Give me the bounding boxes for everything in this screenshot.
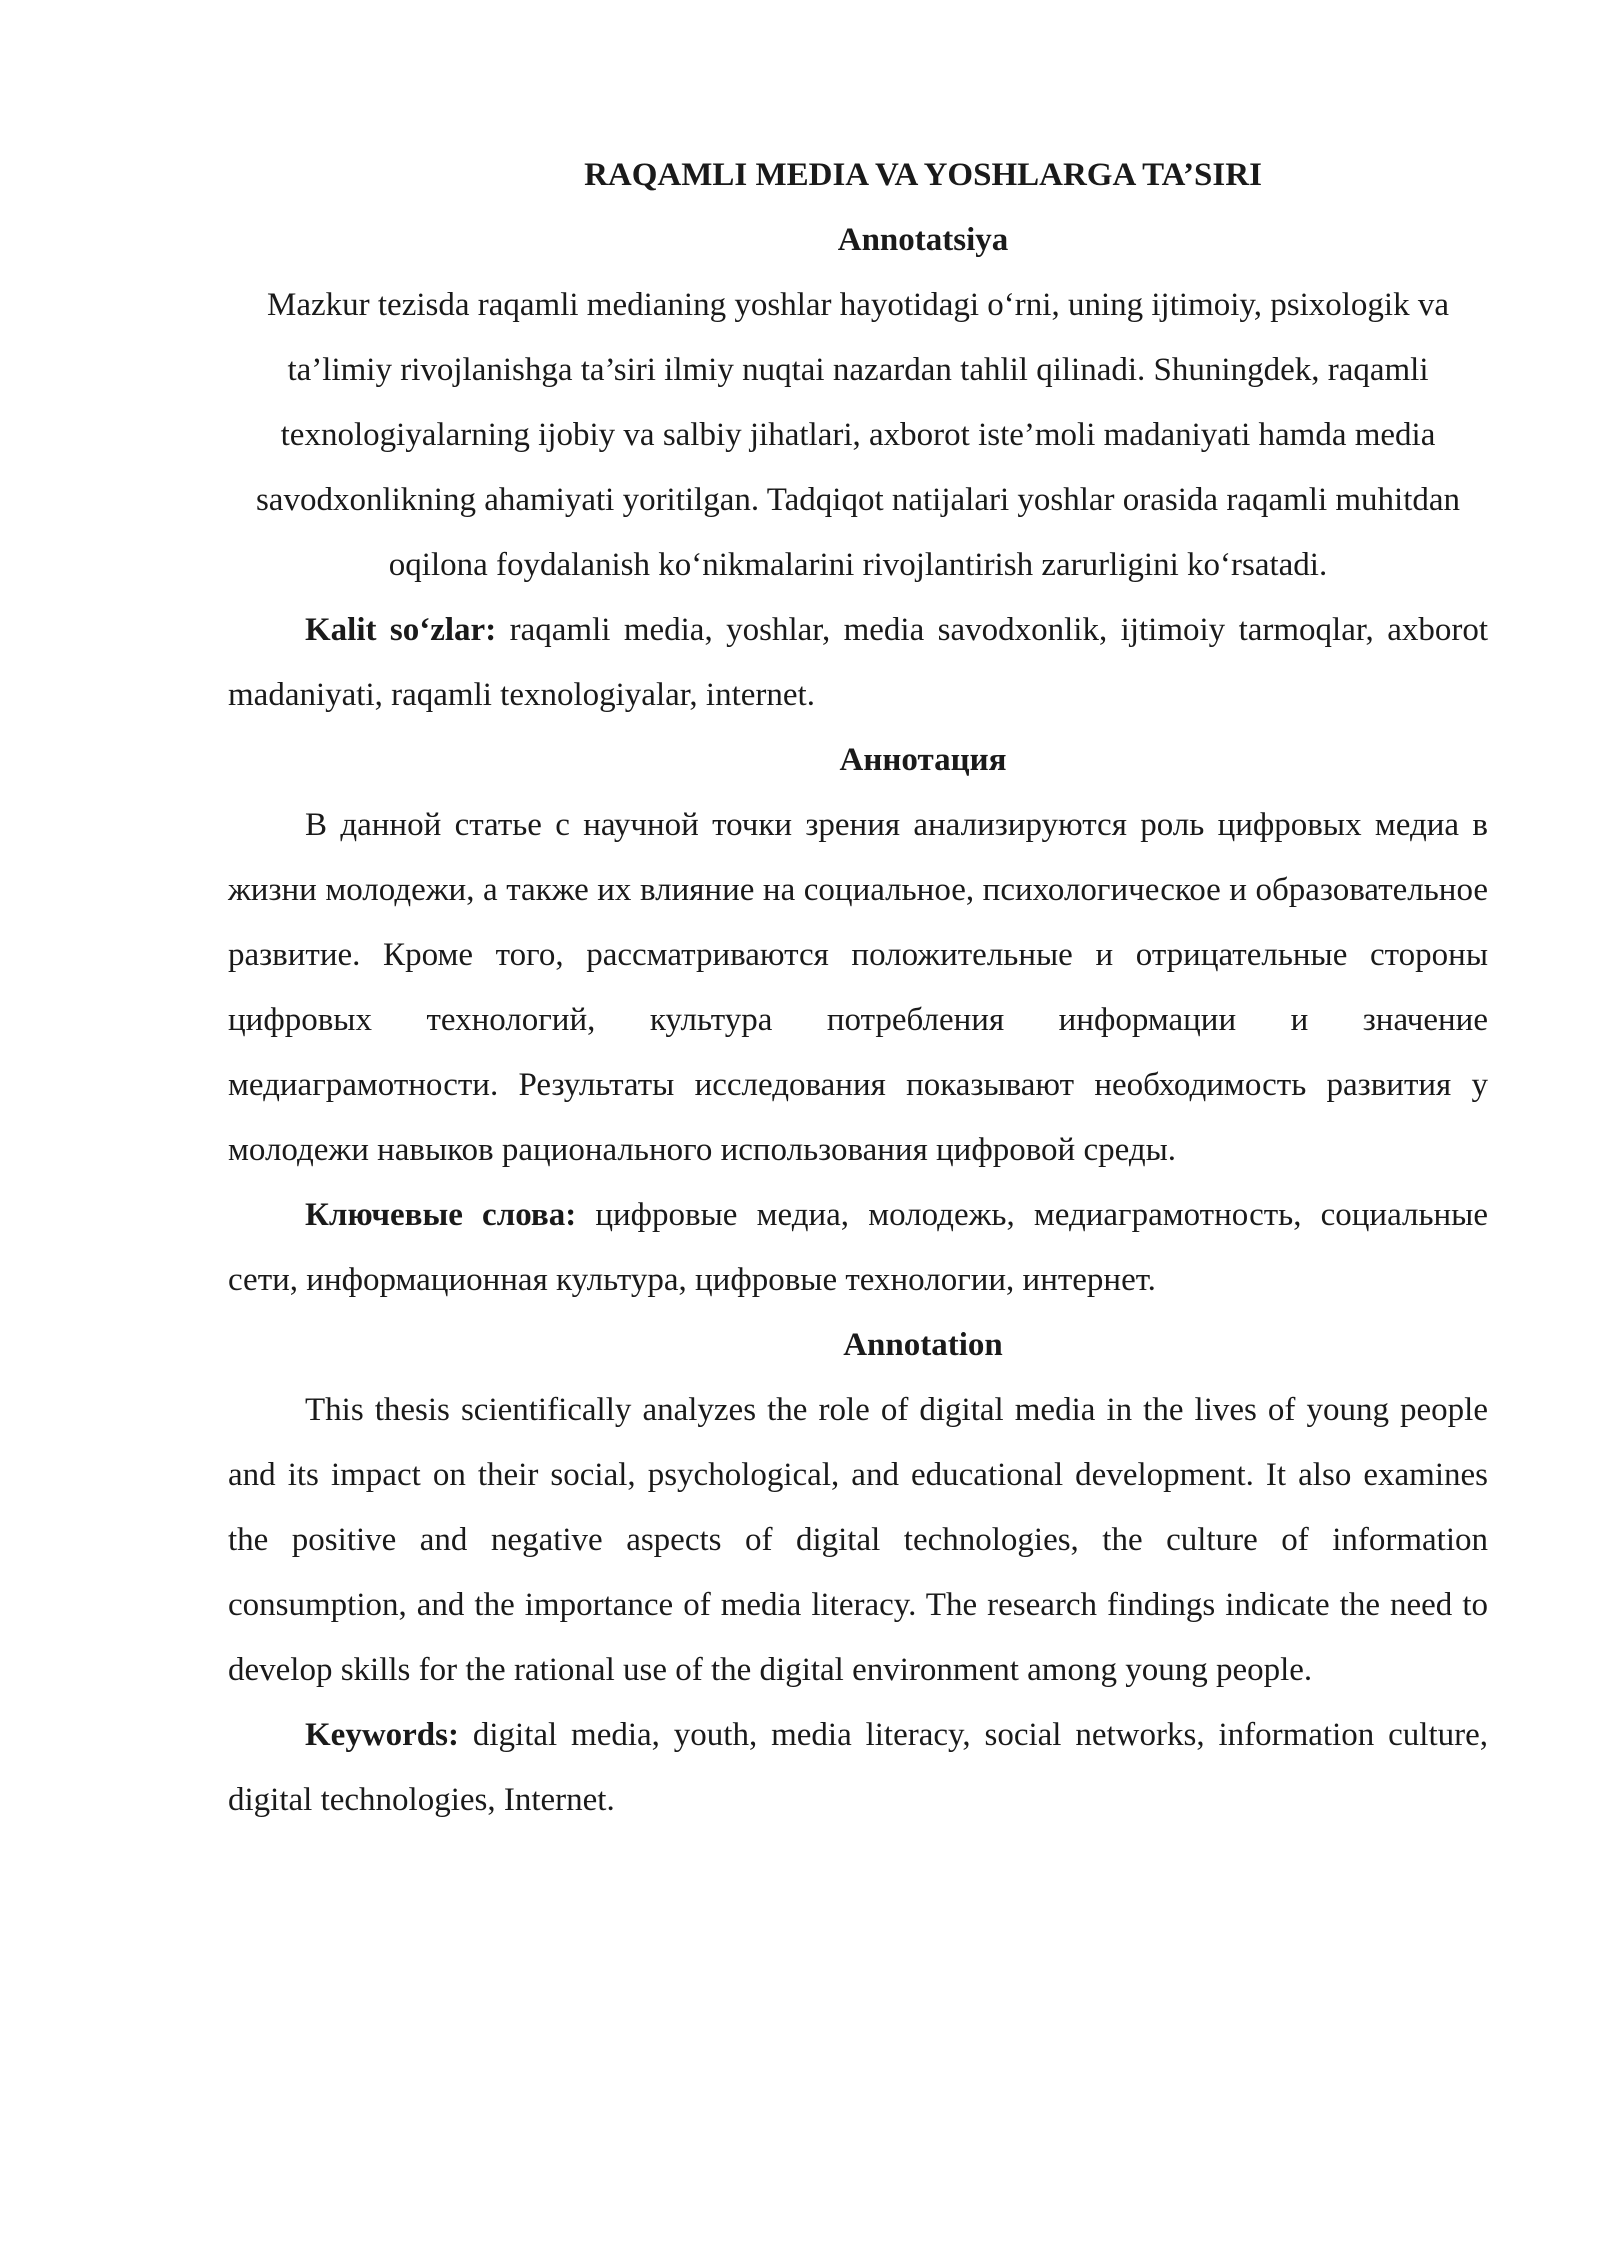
uz-annotation-text: Mazkur tezisda raqamli medianing yoshlar hayotidagi o‘rni, uning ijtimoiy, psixologik va ta’limiy rivojlanishga ta’siri ilmiy nuqtai nazardan tahlil qilinadi. Shuningdek, raqamli texnologiyalarning ijobiy va salbiy jihatlari, axborot iste’moli madaniyati hamda media savodxonlikning ahamiyati yoritilgan. Tadqiqot natijalari yoshlar orasida raqamli muhitdan oqilona foydalanish ko‘nikmalarini rivojlantirish zarurligini ko‘rsatadi. xyxy=(255,287,1461,583)
ru-keywords xyxy=(228,1183,1488,1313)
ru-keywords-label: Ключевые слова: xyxy=(305,1197,577,1233)
document-title: RAQAMLI MEDIA VA YOSHLARGA TA’SIRI xyxy=(584,157,1262,193)
en-keywords xyxy=(228,1703,1488,1833)
uz-annotation-heading: Annotatsiya xyxy=(837,222,1009,258)
ru-annotation-heading: Аннотация xyxy=(839,742,1007,778)
ru-annotation-text: В данной статье с научной точки зрения анализируются роль цифровых медиа в жизни молодежи, а также их влияние на социальное, психологическое и образовательное развитие. Кроме того, рассматриваются положительные и отрицательные стороны цифровых технологий, культура потребления информации и значение медиаграмотности. Результаты исследования показывают необходимость развития у молодежи навыков рационального использования цифровой среды. xyxy=(228,807,1488,1168)
document-body xyxy=(228,143,1488,1833)
en-keywords-label: Keywords: xyxy=(305,1717,459,1753)
ru-keywords-text: цифровые медиа, молодежь, медиаграмотность, социальные сети, информационная культура, цифровые технологии, интернет. xyxy=(228,1197,1488,1298)
uz-keywords-text: raqamli media, yoshlar, media savodxonlik, ijtimoiy tarmoqlar, axborot madaniyati, raqamli texnologiyalar, internet. xyxy=(228,612,1488,713)
en-keywords-text: digital media, youth, media literacy, social networks, information culture, digital technologies, Internet. xyxy=(228,1717,1488,1818)
uz-keywords-label: Kalit so‘zlar: xyxy=(305,612,497,648)
uz-keywords xyxy=(228,598,1488,728)
en-annotation-text: This thesis scientifically analyzes the role of digital media in the lives of young people and its impact on their social, psychological, and educational development. It also examines the positive and negative aspects of digital technologies, the culture of information consumption, and the importance of media literacy. The research findings indicate the need to develop skills for the rational use of the digital environment among young people. xyxy=(228,1392,1488,1688)
en-annotation-heading: Annotation xyxy=(843,1327,1003,1363)
